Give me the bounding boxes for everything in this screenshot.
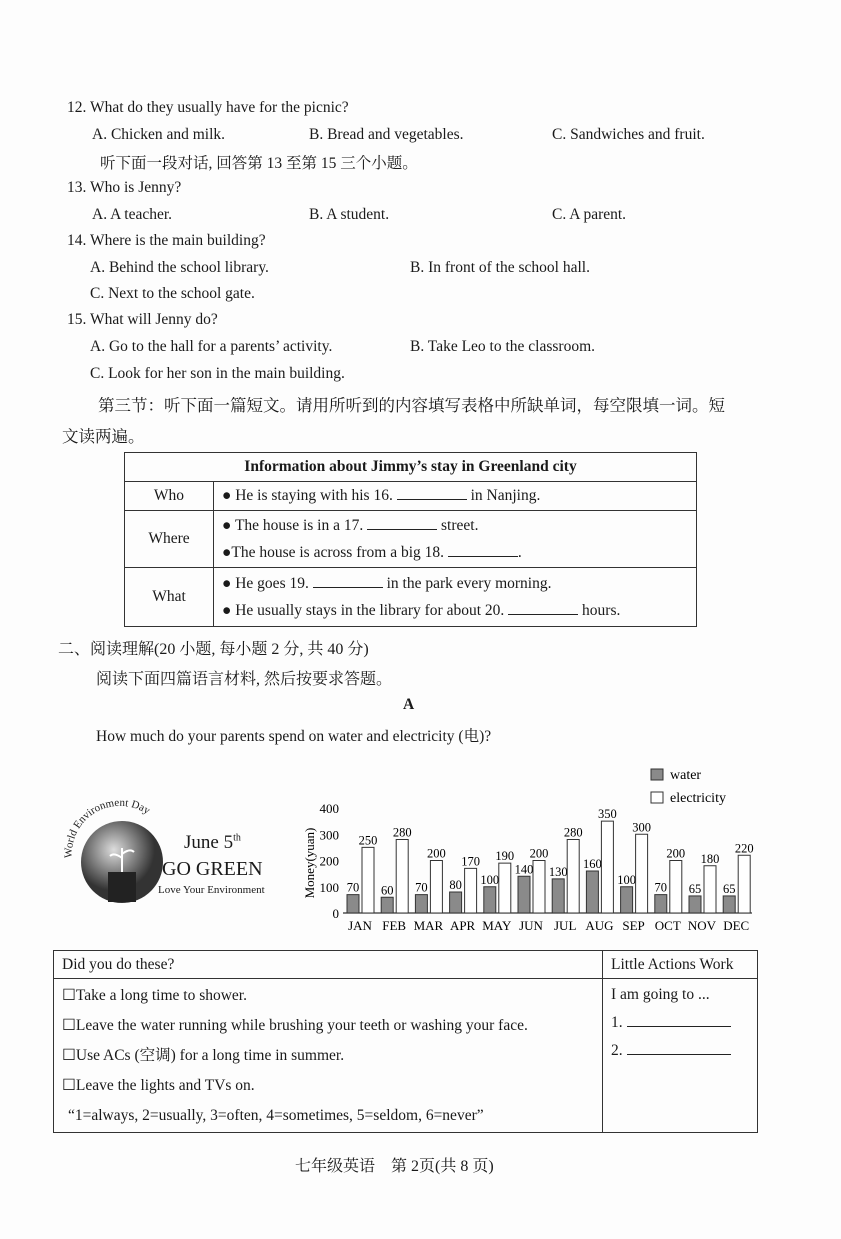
line-text: ● He usually stays in the library for about 20. [222, 602, 509, 619]
water-data-label: 100 [617, 872, 636, 887]
electricity-data-label: 280 [392, 825, 412, 840]
electricity-bar [636, 834, 648, 913]
water-bar [689, 896, 701, 913]
answer-blank-17[interactable] [367, 517, 437, 530]
section3-instruction-cont: 文读两遍。 [62, 427, 145, 446]
question-13: 13. Who is Jenny? [67, 179, 182, 196]
x-tick-label: JUN [519, 918, 543, 933]
actions-table [53, 950, 758, 1133]
water-bar [518, 876, 530, 913]
plan-number: 1. [611, 1014, 623, 1031]
water-bar [415, 895, 427, 913]
electricity-bar [362, 847, 374, 913]
water-data-label: 160 [583, 857, 602, 871]
electricity-bar [533, 861, 545, 914]
info-table-title: Information about Jimmy’s stay in Greenland city [125, 453, 697, 482]
checklist-item-acs[interactable]: ☐Use ACs (空调) for a long time in summer. [62, 1047, 345, 1064]
electricity-data-label: 180 [700, 851, 720, 866]
logo-date-sup: th [233, 832, 241, 844]
section3-instruction: 第三节：听下面一篇短文。请用所听到的内容填写表格中所缺单词，每空限填一词。短 [98, 396, 725, 415]
answer-blank-20[interactable] [508, 602, 578, 615]
x-tick-label: OCT [654, 918, 681, 933]
q12-option-a: A. Chicken and milk. [92, 126, 226, 143]
y-axis-label: Money(yuan) [302, 827, 317, 899]
line-text: ●The house is across from a big 18. [222, 544, 448, 561]
line-text: . [517, 544, 522, 561]
checklist-item-shower[interactable]: ☐Take a long time to shower. [62, 987, 247, 1004]
legend-label-electricity: electricity [670, 791, 726, 806]
world-environment-day-logo [60, 798, 285, 910]
q14-option-b: B. In front of the school hall. [410, 259, 590, 276]
water-data-label: 130 [548, 864, 568, 879]
line-text: in the park every morning. [382, 575, 552, 592]
electricity-bar [499, 863, 511, 913]
electricity-bar [601, 821, 613, 913]
line-text: ● He goes 19. [222, 575, 313, 592]
q15-option-c: C. Look for her son in the main building. [90, 365, 345, 382]
table-row [125, 511, 697, 568]
passage-label: A [403, 696, 415, 713]
row-label-who: Who [125, 482, 214, 511]
electricity-bar [465, 868, 477, 913]
y-tick-label: 400 [319, 801, 339, 816]
q15-option-b: B. Take Leo to the classroom. [410, 338, 596, 355]
x-tick-label: FEB [382, 918, 407, 933]
water-data-label: 65 [688, 881, 702, 896]
electricity-bar [396, 840, 408, 914]
electricity-bar [670, 861, 682, 914]
answer-blank-19[interactable] [313, 575, 383, 588]
water-bar [450, 892, 462, 913]
q13-option-c: C. A parent. [552, 206, 627, 223]
electricity-data-label: 170 [461, 854, 480, 869]
line-text: street. [437, 517, 479, 534]
actions-header-right: Little Actions Work [603, 951, 758, 979]
logo-arc-text: World Environment Day [62, 798, 153, 859]
y-tick-label: 100 [319, 879, 339, 895]
plan-blank-1[interactable] [627, 1014, 731, 1027]
plan-intro: I am going to ... [611, 986, 710, 1003]
legend-label-water: water [670, 768, 702, 783]
line-text: ● He is staying with his 16. [222, 487, 397, 504]
q15-option-a: A. Go to the hall for a parents’ activity. [90, 338, 333, 355]
x-tick-label: MAR [413, 918, 444, 933]
water-data-label: 70 [415, 880, 428, 895]
line-text: hours. [578, 602, 621, 619]
x-tick-label: SEP [622, 918, 645, 933]
electricity-data-label: 250 [358, 833, 378, 848]
page-footer: 七年级英语 第 2页(共 8 页) [295, 1158, 494, 1175]
actions-header-left: Did you do these? [54, 951, 603, 979]
line-text: in Nanjing. [466, 487, 541, 504]
water-bar [655, 895, 667, 913]
legend-swatch-electricity [651, 792, 663, 803]
electricity-data-label: 280 [563, 825, 583, 840]
question-12: 12. What do they usually have for the picnic? [67, 99, 349, 116]
part2-title: 二、阅读理解(20 小题, 每小题 2 分, 共 40 分) [58, 641, 369, 658]
line-text: ● The house is in a 17. [222, 517, 368, 534]
legend-swatch-water [651, 769, 663, 780]
question-14: 14. Where is the main building? [67, 232, 266, 249]
q12-option-b: B. Bread and vegetables. [309, 126, 464, 143]
logo-slogan: GO GREEN [162, 858, 263, 880]
x-tick-label: DEC [723, 918, 750, 933]
electricity-bar [567, 840, 579, 914]
water-bar [347, 895, 359, 913]
water-data-label: 140 [514, 862, 534, 877]
info-table [124, 452, 697, 627]
water-bar [723, 896, 735, 913]
y-tick-label: 0 [332, 906, 339, 921]
electricity-data-label: 200 [666, 846, 686, 861]
water-data-label: 70 [654, 880, 668, 895]
water-data-label: 65 [722, 881, 736, 896]
x-tick-label: MAY [482, 918, 512, 933]
frequency-scale: “1=always, 2=usually, 3=often, 4=sometimes, 5=seldom, 6=never” [68, 1107, 484, 1124]
q14-option-a: A. Behind the school library. [90, 259, 269, 276]
plan-blank-2[interactable] [627, 1042, 731, 1055]
water-data-label: 60 [380, 883, 394, 898]
x-tick-label: AUG [585, 918, 614, 933]
water-bar [381, 897, 393, 913]
row-label-where: Where [125, 511, 214, 568]
checklist-item-water-running[interactable]: ☐Leave the water running while brushing your teeth or washing your face. [62, 1017, 528, 1034]
q13-option-b: B. A student. [309, 206, 390, 223]
water-data-label: 80 [449, 878, 462, 892]
checklist-item-lights[interactable]: ☐Leave the lights and TVs on. [62, 1077, 255, 1094]
y-tick-label: 300 [319, 827, 339, 843]
logo-tagline: Love Your Environment [158, 884, 265, 896]
q12-option-c: C. Sandwiches and fruit. [552, 126, 705, 143]
water-data-label: 70 [346, 880, 360, 895]
q14-option-c: C. Next to the school gate. [90, 285, 255, 302]
electricity-data-label: 200 [529, 846, 549, 861]
answer-blank-18[interactable] [448, 544, 518, 557]
table-row [125, 482, 697, 511]
electricity-data-label: 190 [495, 849, 515, 864]
passage-question: How much do your parents spend on water and electricity (电)? [96, 728, 492, 745]
electricity-bar [704, 866, 716, 913]
water-data-label: 100 [480, 872, 500, 887]
row-label-what: What [125, 568, 214, 627]
water-bar [621, 887, 633, 913]
x-tick-label: NOV [687, 918, 717, 933]
electricity-data-label: 350 [598, 807, 617, 822]
y-tick-label: 200 [319, 853, 339, 869]
q13-option-a: A. A teacher. [92, 206, 173, 223]
x-tick-label: JAN [348, 918, 372, 933]
x-tick-label: APR [449, 918, 476, 933]
water-electricity-bar-chart [290, 760, 760, 940]
answer-blank-16[interactable] [397, 487, 467, 500]
water-bar [552, 879, 564, 913]
electricity-data-label: 220 [734, 841, 754, 856]
table-row [125, 568, 697, 627]
electricity-bar [430, 861, 442, 914]
question-15: 15. What will Jenny do? [67, 311, 218, 328]
x-tick-label: JUL [554, 918, 577, 933]
electricity-data-label: 300 [632, 820, 651, 835]
electricity-bar [738, 855, 750, 913]
water-bar [484, 887, 496, 913]
water-bar [586, 871, 598, 913]
logo-date: June 5 [184, 832, 234, 853]
part2-instruction: 阅读下面四篇语言材料, 然后按要求答题。 [96, 671, 393, 688]
plan-number: 2. [611, 1042, 623, 1059]
instruction-13-15: 听下面一段对话, 回答第 13 至第 15 三个小题。 [100, 155, 418, 172]
electricity-data-label: 200 [427, 846, 446, 861]
